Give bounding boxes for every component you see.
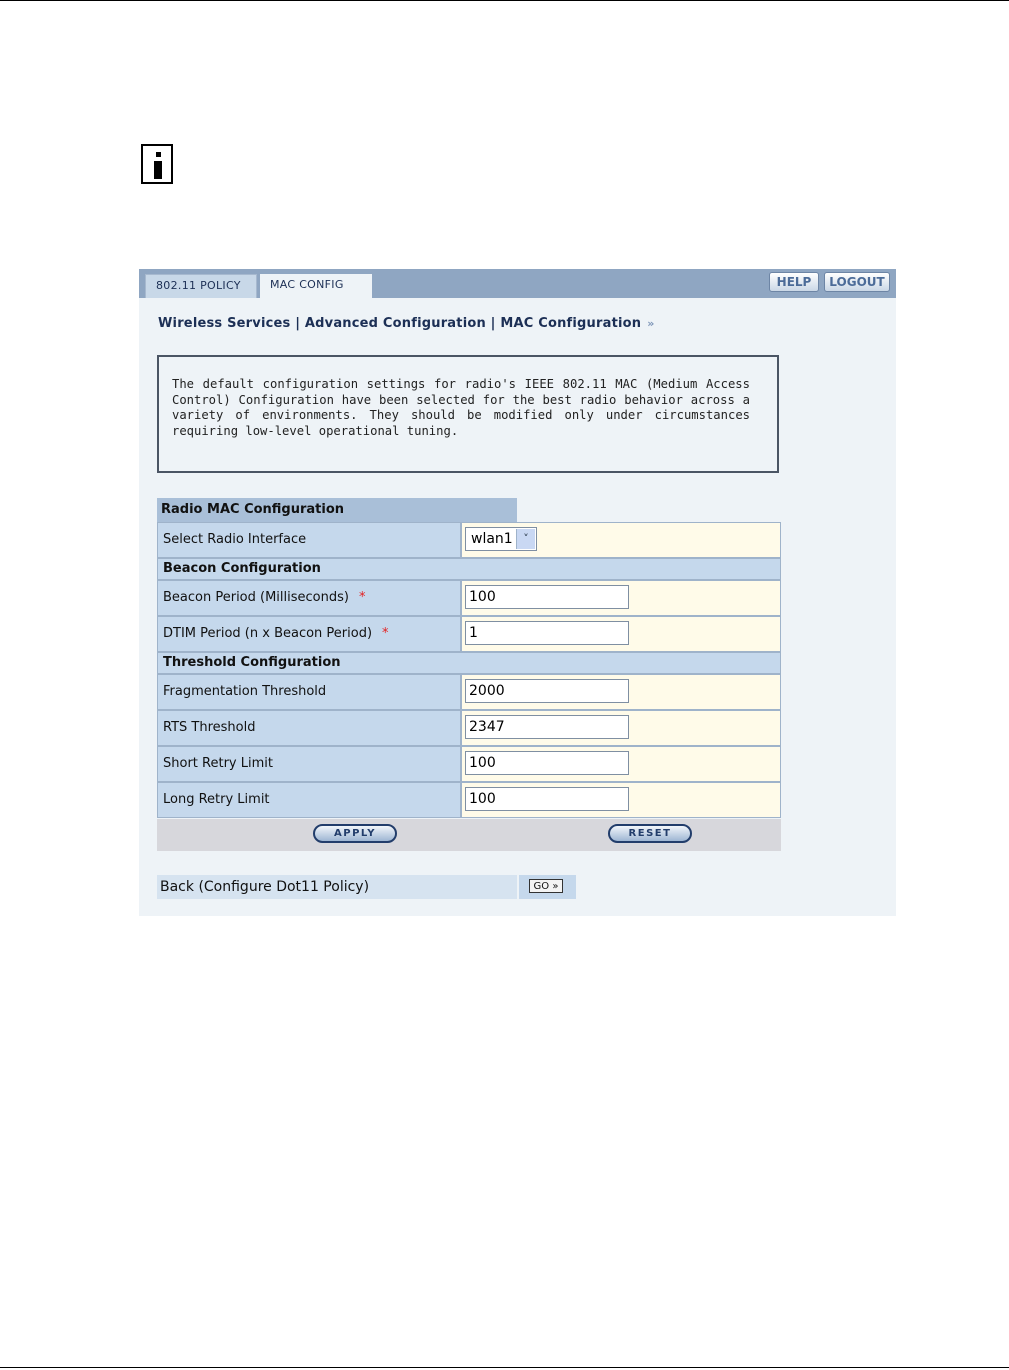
chevron-down-icon[interactable]: ˅ bbox=[516, 529, 535, 549]
table-row bbox=[157, 616, 781, 652]
required-marker: * bbox=[382, 626, 389, 641]
tab-802-11-policy[interactable]: 802.11 POLICY bbox=[145, 274, 257, 298]
description-text: The default configuration settings for radio's IEEE 802.11 MAC (Medium Access Control) Configuration have been selected for the best radio behavior across a variety of environments. They should be modified only under circumstances requiring low-level operational tuning. bbox=[172, 377, 750, 438]
help-button[interactable]: HELP bbox=[769, 272, 819, 292]
beacon-period-input[interactable] bbox=[465, 585, 629, 609]
required-marker: * bbox=[358, 590, 366, 605]
breadcrumb-text: Wireless Services | Advanced Configuration | MAC Configuration bbox=[158, 316, 642, 331]
section-title: Radio MAC Configuration bbox=[157, 498, 517, 522]
rts-threshold-cell bbox=[461, 710, 781, 746]
table-row bbox=[157, 580, 781, 616]
long-retry-limit-label: Long Retry Limit bbox=[157, 782, 461, 818]
fragmentation-threshold-label: Fragmentation Threshold bbox=[157, 674, 461, 710]
radio-interface-cell bbox=[461, 522, 781, 558]
radio-interface-value: wlan1 bbox=[471, 531, 513, 547]
description-box bbox=[157, 355, 779, 473]
breadcrumb-arrow-icon: » bbox=[647, 317, 655, 330]
go-cell bbox=[519, 875, 576, 899]
fragmentation-threshold-input[interactable] bbox=[465, 679, 629, 703]
short-retry-limit-cell bbox=[461, 746, 781, 782]
radio-interface-label: Select Radio Interface bbox=[157, 522, 461, 558]
dtim-period-cell bbox=[461, 616, 781, 652]
top-tab-bar bbox=[139, 269, 896, 298]
threshold-config-heading: Threshold Configuration bbox=[157, 652, 781, 674]
short-retry-limit-input[interactable] bbox=[465, 751, 629, 775]
info-dot bbox=[156, 152, 161, 157]
beacon-period-label-text: Beacon Period (Milliseconds) bbox=[163, 590, 349, 605]
apply-button[interactable]: APPLY bbox=[313, 824, 397, 843]
mac-config-window bbox=[139, 269, 896, 916]
logout-button[interactable]: LOGOUT bbox=[824, 272, 890, 292]
table-row bbox=[157, 782, 781, 818]
dtim-period-label bbox=[157, 616, 461, 652]
table-row bbox=[157, 746, 781, 782]
radio-interface-select[interactable] bbox=[465, 527, 537, 551]
fragmentation-threshold-cell bbox=[461, 674, 781, 710]
page-top-rule bbox=[0, 0, 1009, 1]
beacon-period-cell bbox=[461, 580, 781, 616]
table-row bbox=[157, 674, 781, 710]
beacon-config-heading: Beacon Configuration bbox=[157, 558, 781, 580]
long-retry-limit-input[interactable] bbox=[465, 787, 629, 811]
short-retry-limit-label: Short Retry Limit bbox=[157, 746, 461, 782]
beacon-period-label bbox=[157, 580, 461, 616]
page-bottom-rule bbox=[0, 1367, 1009, 1368]
back-link-label: Back (Configure Dot11 Policy) bbox=[157, 875, 517, 899]
info-stem bbox=[154, 161, 162, 179]
table-row bbox=[157, 710, 781, 746]
dtim-period-label-text: DTIM Period (n x Beacon Period) bbox=[163, 626, 373, 641]
info-note-icon bbox=[141, 144, 173, 184]
reset-button[interactable]: RESET bbox=[608, 824, 692, 843]
action-bar bbox=[157, 819, 781, 851]
rts-threshold-input[interactable] bbox=[465, 715, 629, 739]
go-button[interactable]: GO » bbox=[529, 879, 563, 893]
tab-mac-config[interactable]: MAC CONFIG bbox=[260, 274, 372, 298]
dtim-period-input[interactable] bbox=[465, 621, 629, 645]
breadcrumb bbox=[158, 316, 655, 331]
long-retry-limit-cell bbox=[461, 782, 781, 818]
table-row bbox=[157, 522, 781, 558]
rts-threshold-label: RTS Threshold bbox=[157, 710, 461, 746]
